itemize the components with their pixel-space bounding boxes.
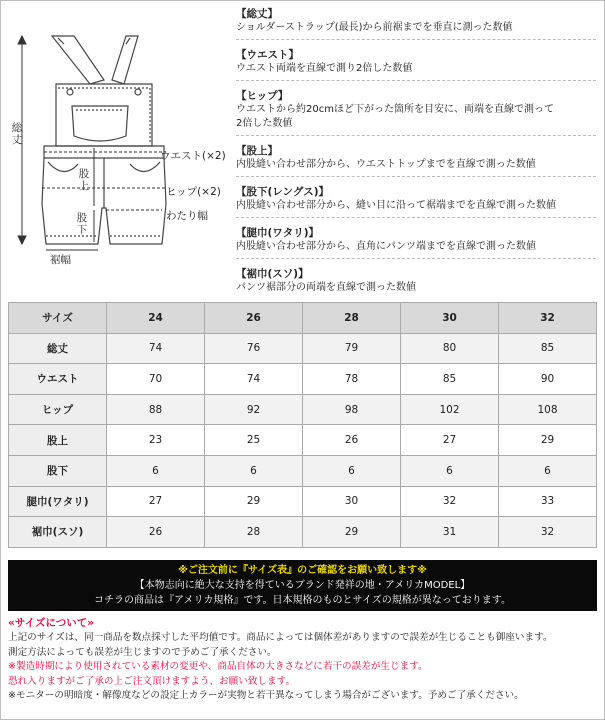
size-note-line: 上記のサイズは、同一商品を数点採寸した平均値です。商品によっては個体差がありますので誤差が生じることも御座います。 [8,632,553,643]
definition-desc: ウエスト両端を直線で測り2倍した数値 [236,63,413,74]
definition-title: 【ウエスト】 [236,49,299,61]
table-cell: 90 [499,364,597,395]
hip-label: ヒップ(×2) [166,186,221,198]
table-row [9,455,597,486]
overalls-diagram [6,4,232,268]
table-cell: 31 [401,517,499,548]
size-table [8,302,597,548]
overalls-illustration [6,4,232,268]
divider [236,80,596,81]
table-cell: 6 [499,455,597,486]
table-row [9,425,597,456]
table-cell: 102 [401,394,499,425]
table-cell: 32 [401,486,499,517]
table-cell: 80 [401,333,499,364]
definition-rise [236,145,596,177]
row-label: 股下 [9,455,107,486]
table-cell: 85 [401,364,499,395]
rise-label: 股上 [78,168,90,192]
notice-line-1: ※ご注文前に『サイズ表』のご確認をお願い致します※ [178,565,427,576]
row-label: 腿巾(ワタリ) [9,486,107,517]
table-row [9,517,597,548]
table-header-cell: 24 [107,303,205,334]
table-cell: 33 [499,486,597,517]
table-cell: 25 [205,425,303,456]
divider [236,258,596,259]
table-cell: 27 [107,486,205,517]
table-header-cell: 28 [303,303,401,334]
definition-title: 【股下(レングス)】 [236,186,330,198]
table-cell: 32 [499,517,597,548]
divider [236,176,596,177]
table-cell: 26 [303,425,401,456]
table-cell: 98 [303,394,401,425]
table-cell: 29 [303,517,401,548]
definition-title: 【裾巾(スソ)】 [236,268,309,280]
notice-line-3: コチラの商品は『アメリカ規格』です。日本規格のものとサイズの規格が異なっております。 [94,595,511,606]
definition-title: 【総丈】 [236,8,278,20]
table-cell: 26 [107,517,205,548]
table-cell: 6 [303,455,401,486]
size-note-line: ※モニターの明暗度・解像度などの設定上カラーが実物と若干異なってしまう場合がございます。予めご了承ください。 [8,690,524,702]
divider [236,39,596,40]
size-notes [8,616,600,704]
size-notes-title: «サイズについて» [8,617,95,629]
size-note-line: 測定方法によっても誤差が生じますので予めご了承ください。 [8,646,277,658]
row-label: ヒップ [9,394,107,425]
table-cell: 28 [205,517,303,548]
notice-banner [8,560,597,611]
definition-desc: 内股縫い合わせ部分から、直角にパンツ端までを直線で測った数値 [236,241,536,252]
definition-title: 【腿巾(ワタリ)】 [236,227,319,239]
row-label: 総丈 [9,333,107,364]
inseam-label: 股下 [76,212,88,236]
definition-title: 【ヒップ】 [236,90,289,102]
table-cell: 79 [303,333,401,364]
definition-desc: 2倍した数値 [236,118,293,129]
table-row [9,394,597,425]
size-note-line: 恐れ入りますがご了承の上ご注文頂けますよう、お願い致します。 [8,675,296,687]
definition-desc: パンツ裾部分の両端を直線で測った数値 [236,282,416,293]
definition-desc: ショルダーストラップ(最長)から前裾までを垂直に測った数値 [236,22,513,33]
definition-title: 【股上】 [236,145,278,157]
thigh-label: わたり幅 [166,210,208,222]
definition-desc: ウエストから約20cmほど下がった箇所を目安に、両端を直線で測って [236,104,554,115]
total-length-label: 総丈 [11,122,23,146]
divider [236,217,596,218]
table-cell: 74 [107,333,205,364]
table-row [9,486,597,517]
divider [236,135,596,136]
table-header-cell: 30 [401,303,499,334]
table-cell: 27 [401,425,499,456]
table-header-cell: 32 [499,303,597,334]
definition-thigh [236,227,596,259]
measurement-definitions [236,8,596,304]
notice-line-2: 【本物志向に絶大な支持を得ているブランド発祥の地・アメリカMODEL】 [134,580,471,591]
definition-hip [236,90,596,136]
table-cell: 23 [107,425,205,456]
table-cell: 29 [205,486,303,517]
table-cell: 85 [499,333,597,364]
hem-label: 裾幅 [50,254,71,266]
definition-total-length [236,8,596,40]
table-cell: 88 [107,394,205,425]
table-cell: 30 [303,486,401,517]
table-row [9,333,597,364]
table-cell: 70 [107,364,205,395]
table-cell: 108 [499,394,597,425]
definition-desc: 内股縫い合わせ部分から、ウエストトップまでを直線で測った数値 [236,159,536,170]
definition-hem [236,268,596,295]
table-cell: 6 [205,455,303,486]
table-cell: 78 [303,364,401,395]
waist-label: ウエスト(×2) [160,150,226,162]
table-header-cell: 26 [205,303,303,334]
table-cell: 74 [205,364,303,395]
table-header-row [9,303,597,334]
row-label: 裾巾(スソ) [9,517,107,548]
table-cell: 6 [107,455,205,486]
size-note-line: ※製造時期により使用されている素材の変更や、商品自体の大きさなどに若干の誤差が生じます。 [8,661,428,673]
definition-waist [236,49,596,81]
table-cell: 92 [205,394,303,425]
table-row [9,364,597,395]
table-header-cell: サイズ [9,303,107,334]
row-label: 股上 [9,425,107,456]
row-label: ウエスト [9,364,107,395]
table-cell: 76 [205,333,303,364]
table-cell: 6 [401,455,499,486]
definition-desc: 内股縫い合わせ部分から、縫い目に沿って裾端までを直線で測った数値 [236,200,556,211]
definition-inseam [236,186,596,218]
table-cell: 29 [499,425,597,456]
